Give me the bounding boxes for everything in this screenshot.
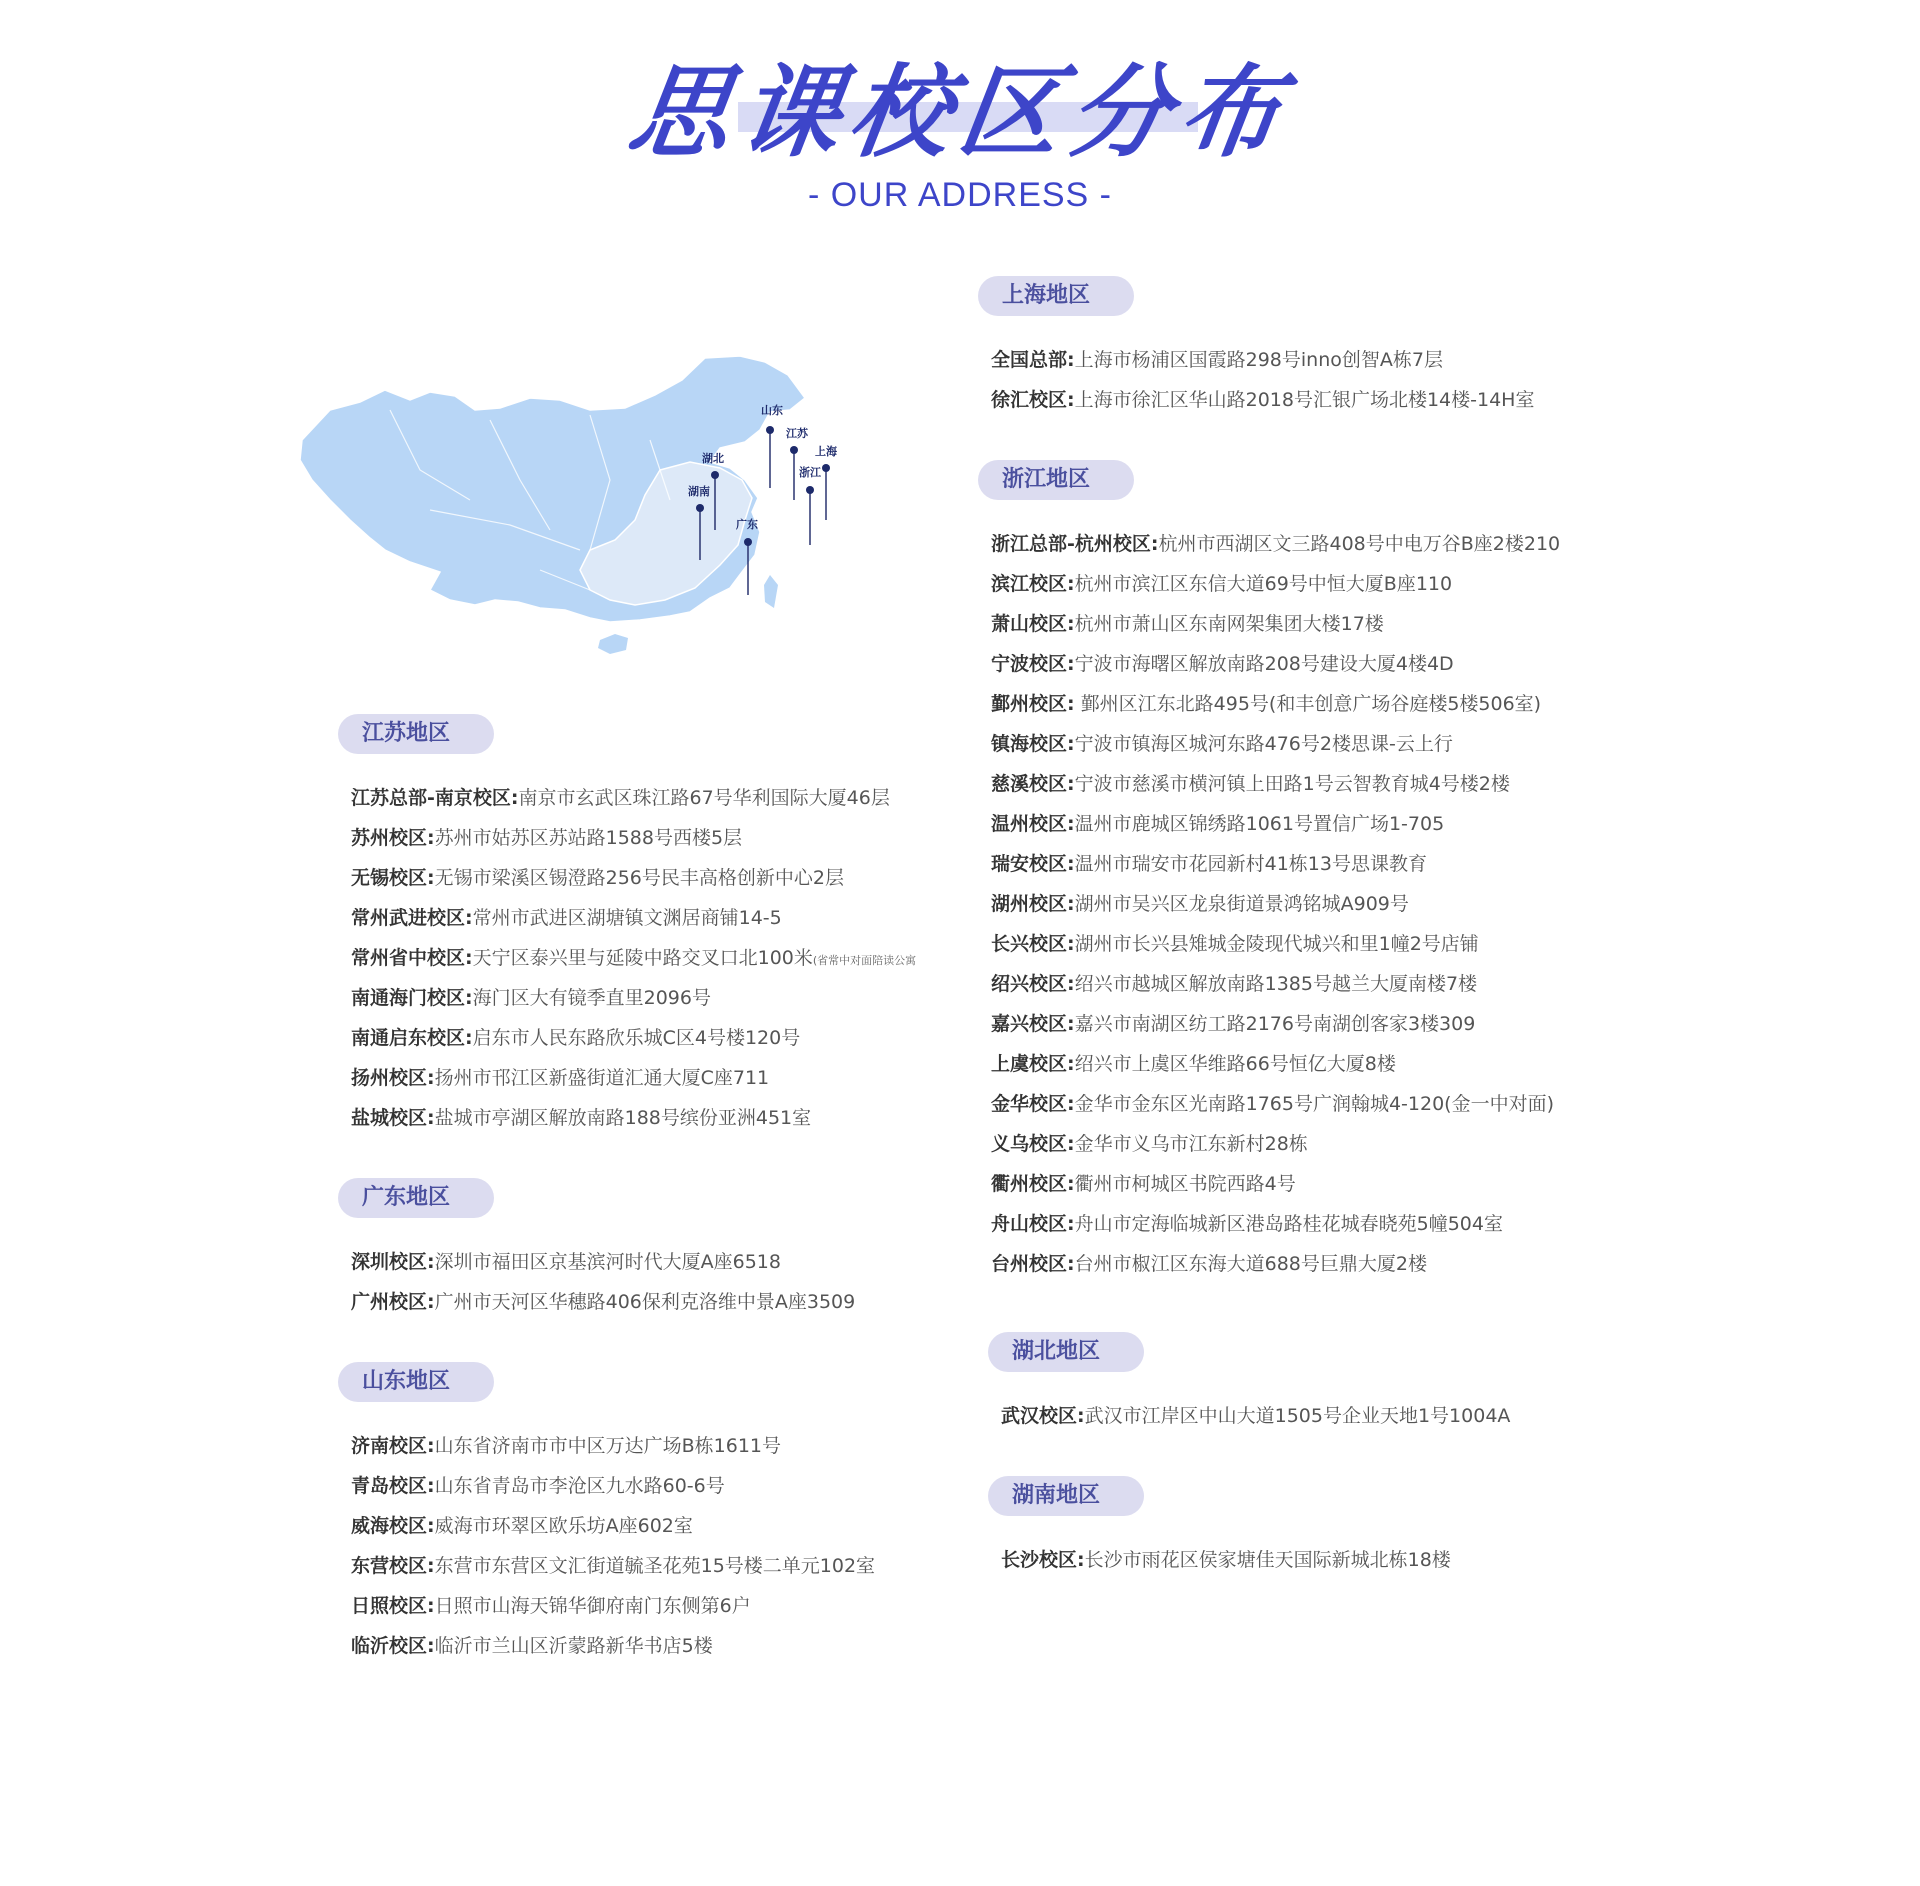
china-map [290,350,870,660]
campus-row [338,1282,855,1322]
campus-address: 温州市鹿城区锦绣路1061号置信广场1-705 [1074,813,1445,835]
map-label-zhejiang: 浙江 [799,466,821,479]
campus-list [338,778,916,1138]
campus-address: 扬州市邗江区新盛街道汇通大厦C座711 [434,1067,770,1089]
campus-address: 台州市椒江区东海大道688号巨鼎大厦2楼 [1074,1253,1427,1275]
campus-row [338,858,916,898]
campus-name: 江苏总部-南京校区: [351,787,519,809]
campus-row [978,524,1560,564]
campus-row [338,978,916,1018]
campus-address: 南京市玄武区珠江路67号华利国际大厦46层 [518,787,890,809]
campus-address: 山东省济南市市中区万达广场B栋1611号 [434,1435,781,1457]
campus-list [988,1540,1451,1580]
campus-row [978,1204,1560,1244]
taiwan-island [764,575,778,608]
campus-address: 广州市天河区华穗路406保利克洛维中景A座3509 [434,1291,856,1313]
campus-address: 日照市山海天锦华御府南门东侧第6户 [434,1595,751,1617]
campus-list [338,1426,875,1666]
campus-name: 宁波校区: [991,653,1075,675]
region-badge: 湖北地区 [988,1332,1144,1372]
campus-list [988,1396,1510,1436]
campus-name: 全国总部: [991,349,1075,371]
campus-name: 萧山校区: [991,613,1075,635]
campus-name: 南通启东校区: [351,1027,473,1049]
campus-address: 启东市人民东路欣乐城C区4号楼120号 [472,1027,801,1049]
campus-address: 天宁区泰兴里与延陵中路交叉口北100米 [472,947,813,969]
campus-row [978,884,1560,924]
campus-name: 扬州校区: [351,1067,435,1089]
campus-name: 长沙校区: [1001,1549,1085,1571]
campus-row [338,1058,916,1098]
campus-address: 舟山市定海临城新区港岛路桂花城春晓苑5幢504室 [1074,1213,1503,1235]
region-badge: 山东地区 [338,1362,494,1402]
region-badge: 广东地区 [338,1178,494,1218]
campus-row [978,380,1534,420]
campus-name: 嘉兴校区: [991,1013,1075,1035]
campus-address: 金华市义乌市江东新村28栋 [1074,1133,1308,1155]
campus-row [978,724,1560,764]
campus-name: 威海校区: [351,1515,435,1537]
campus-address: 衢州市柯城区书院西路4号 [1074,1173,1296,1195]
campus-address: 盐城市亭湖区解放南路188号缤份亚洲451室 [434,1107,812,1129]
campus-address: 上海市杨浦区国霞路298号inno创智A栋7层 [1074,349,1443,371]
campus-row [978,924,1560,964]
region-hunan [988,1476,1451,1580]
campus-name: 浙江总部-杭州校区: [991,533,1159,555]
campus-address: 临沂市兰山区沂蒙路新华书店5楼 [434,1635,713,1657]
campus-address: 绍兴市上虞区华维路66号恒亿大厦8楼 [1074,1053,1396,1075]
campus-name: 舟山校区: [991,1213,1075,1235]
campus-row [978,804,1560,844]
campus-row [338,818,916,858]
map-label-hubei: 湖北 [702,452,724,465]
campus-name: 盐城校区: [351,1107,435,1129]
region-zhejiang [978,460,1560,1284]
campus-row [978,604,1560,644]
campus-name: 南通海门校区: [351,987,473,1009]
region-badge: 浙江地区 [978,460,1134,500]
campus-address: 杭州市滨江区东信大道69号中恒大厦B座110 [1074,573,1453,595]
campus-address: 鄞州区江东北路495号(和丰创意广场谷庭楼5楼506室) [1074,693,1542,715]
campus-address: 绍兴市越城区解放南路1385号越兰大厦南楼7楼 [1074,973,1478,995]
campus-address: 宁波市慈溪市横河镇上田路1号云智教育城4号楼2楼 [1074,773,1510,795]
region-badge: 湖南地区 [988,1476,1144,1516]
campus-row [338,898,916,938]
campus-name: 徐汇校区: [991,389,1075,411]
campus-row [978,964,1560,1004]
campus-list [338,1242,855,1322]
campus-address: 海门区大有镜季直里2096号 [472,987,711,1009]
campus-row [338,1018,916,1058]
campus-name: 苏州校区: [351,827,435,849]
page-subtitle: - OUR ADDRESS - [807,176,1113,214]
region-badge: 江苏地区 [338,714,494,754]
campus-row [988,1396,1510,1436]
campus-address: 长沙市雨花区侯家塘佳天国际新城北栋18楼 [1084,1549,1451,1571]
campus-row [978,1124,1560,1164]
region-shandong [338,1362,875,1666]
campus-name: 湖州校区: [991,893,1075,915]
campus-address: 嘉兴市南湖区纺工路2176号南湖创客家3楼309 [1074,1013,1476,1035]
campus-address: 苏州市姑苏区苏站路1588号西楼5层 [434,827,743,849]
campus-name: 东营校区: [351,1555,435,1577]
campus-row [338,778,916,818]
campus-name: 温州校区: [991,813,1075,835]
campus-row [338,1506,875,1546]
map-label-jiangsu: 江苏 [786,427,808,440]
campus-row [978,564,1560,604]
campus-name: 日照校区: [351,1595,435,1617]
campus-name: 义乌校区: [991,1133,1075,1155]
campus-name: 台州校区: [991,1253,1075,1275]
campus-name: 常州省中校区: [351,947,473,969]
region-guangdong [338,1178,855,1322]
campus-address: 杭州市西湖区文三路408号中电万谷B座2楼210 [1158,533,1561,555]
campus-name: 常州武进校区: [351,907,473,929]
campus-row [978,1084,1560,1124]
campus-address: 威海市环翠区欧乐坊A座602室 [434,1515,693,1537]
campus-address: 杭州市萧山区东南网架集团大楼17楼 [1074,613,1384,635]
campus-name: 青岛校区: [351,1475,435,1497]
campus-name: 无锡校区: [351,867,435,889]
campus-name: 慈溪校区: [991,773,1075,795]
map-label-guangdong: 广东 [736,518,758,531]
campus-address: 东营市东营区文汇街道毓圣花苑15号楼二单元102室 [434,1555,876,1577]
campus-address: 金华市金东区光南路1765号广润翰城4-120(金一中对面) [1074,1093,1554,1115]
campus-address: 宁波市镇海区城河东路476号2楼思课-云上行 [1074,733,1453,755]
campus-address: 山东省青岛市李沧区九水路60-6号 [434,1475,725,1497]
campus-list [978,524,1560,1284]
campus-list [978,340,1534,420]
campus-row [978,764,1560,804]
campus-row [338,1546,875,1586]
campus-name: 衢州校区: [991,1173,1075,1195]
campus-address: 温州市瑞安市花园新村41栋13号思课教育 [1074,853,1427,875]
map-label-shandong: 山东 [761,404,783,417]
region-jiangsu [338,714,916,1138]
page-title: 思课校区分布 [621,54,1299,171]
campus-name: 济南校区: [351,1435,435,1457]
campus-name: 滨江校区: [991,573,1075,595]
campus-name: 绍兴校区: [991,973,1075,995]
campus-row [338,1626,875,1666]
map-label-hunan: 湖南 [688,485,710,498]
campus-row [338,1466,875,1506]
campus-name: 临沂校区: [351,1635,435,1657]
campus-row [978,1164,1560,1204]
hainan-island [598,634,628,654]
region-shanghai [978,276,1534,420]
map-pin-zhejiang [799,465,822,545]
campus-name: 长兴校区: [991,933,1075,955]
campus-name: 金华校区: [991,1093,1075,1115]
campus-name: 鄞州校区: [991,693,1075,715]
map-label-shanghai: 上海 [815,445,837,458]
campus-address: 湖州市长兴县雉城金陵现代城兴和里1幢2号店铺 [1074,933,1479,955]
campus-note: (省常中对面陪读公寓 [812,954,917,967]
campus-row [978,684,1560,724]
campus-row [978,644,1560,684]
campus-row [978,1244,1560,1284]
campus-row [338,938,916,978]
campus-row [338,1242,855,1282]
campus-address: 深圳市福田区京基滨河时代大厦A座6518 [434,1251,781,1273]
campus-row [338,1098,916,1138]
campus-address: 常州市武进区湖塘镇文渊居商铺14-5 [472,907,782,929]
campus-address: 宁波市海曙区解放南路208号建设大厦4楼4D [1074,653,1454,675]
campus-row [338,1586,875,1626]
campus-name: 广州校区: [351,1291,435,1313]
campus-address: 武汉市江岸区中山大道1505号企业天地1号1004A [1084,1405,1511,1427]
china-map-graphic [290,350,870,660]
campus-row [988,1540,1451,1580]
map-pin-shandong [761,403,783,488]
campus-name: 镇海校区: [991,733,1075,755]
campus-row [978,1004,1560,1044]
campus-row [978,1044,1560,1084]
campus-address: 无锡市梁溪区锡澄路256号民丰高格创新中心2层 [434,867,844,889]
campus-row [978,340,1534,380]
map-pin-jiangsu [785,426,809,500]
campus-name: 上虞校区: [991,1053,1075,1075]
campus-row [338,1426,875,1466]
title-container [0,54,1920,171]
campus-row [978,844,1560,884]
region-badge: 上海地区 [978,276,1134,316]
campus-address: 上海市徐汇区华山路2018号汇银广场北楼14楼-14H室 [1074,389,1535,411]
map-pin-shanghai [815,444,838,520]
campus-name: 瑞安校区: [991,853,1075,875]
campus-name: 深圳校区: [351,1251,435,1273]
campus-name: 武汉校区: [1001,1405,1085,1427]
campus-address: 湖州市吴兴区龙泉街道景鸿铭城A909号 [1074,893,1409,915]
region-hubei [988,1332,1510,1436]
